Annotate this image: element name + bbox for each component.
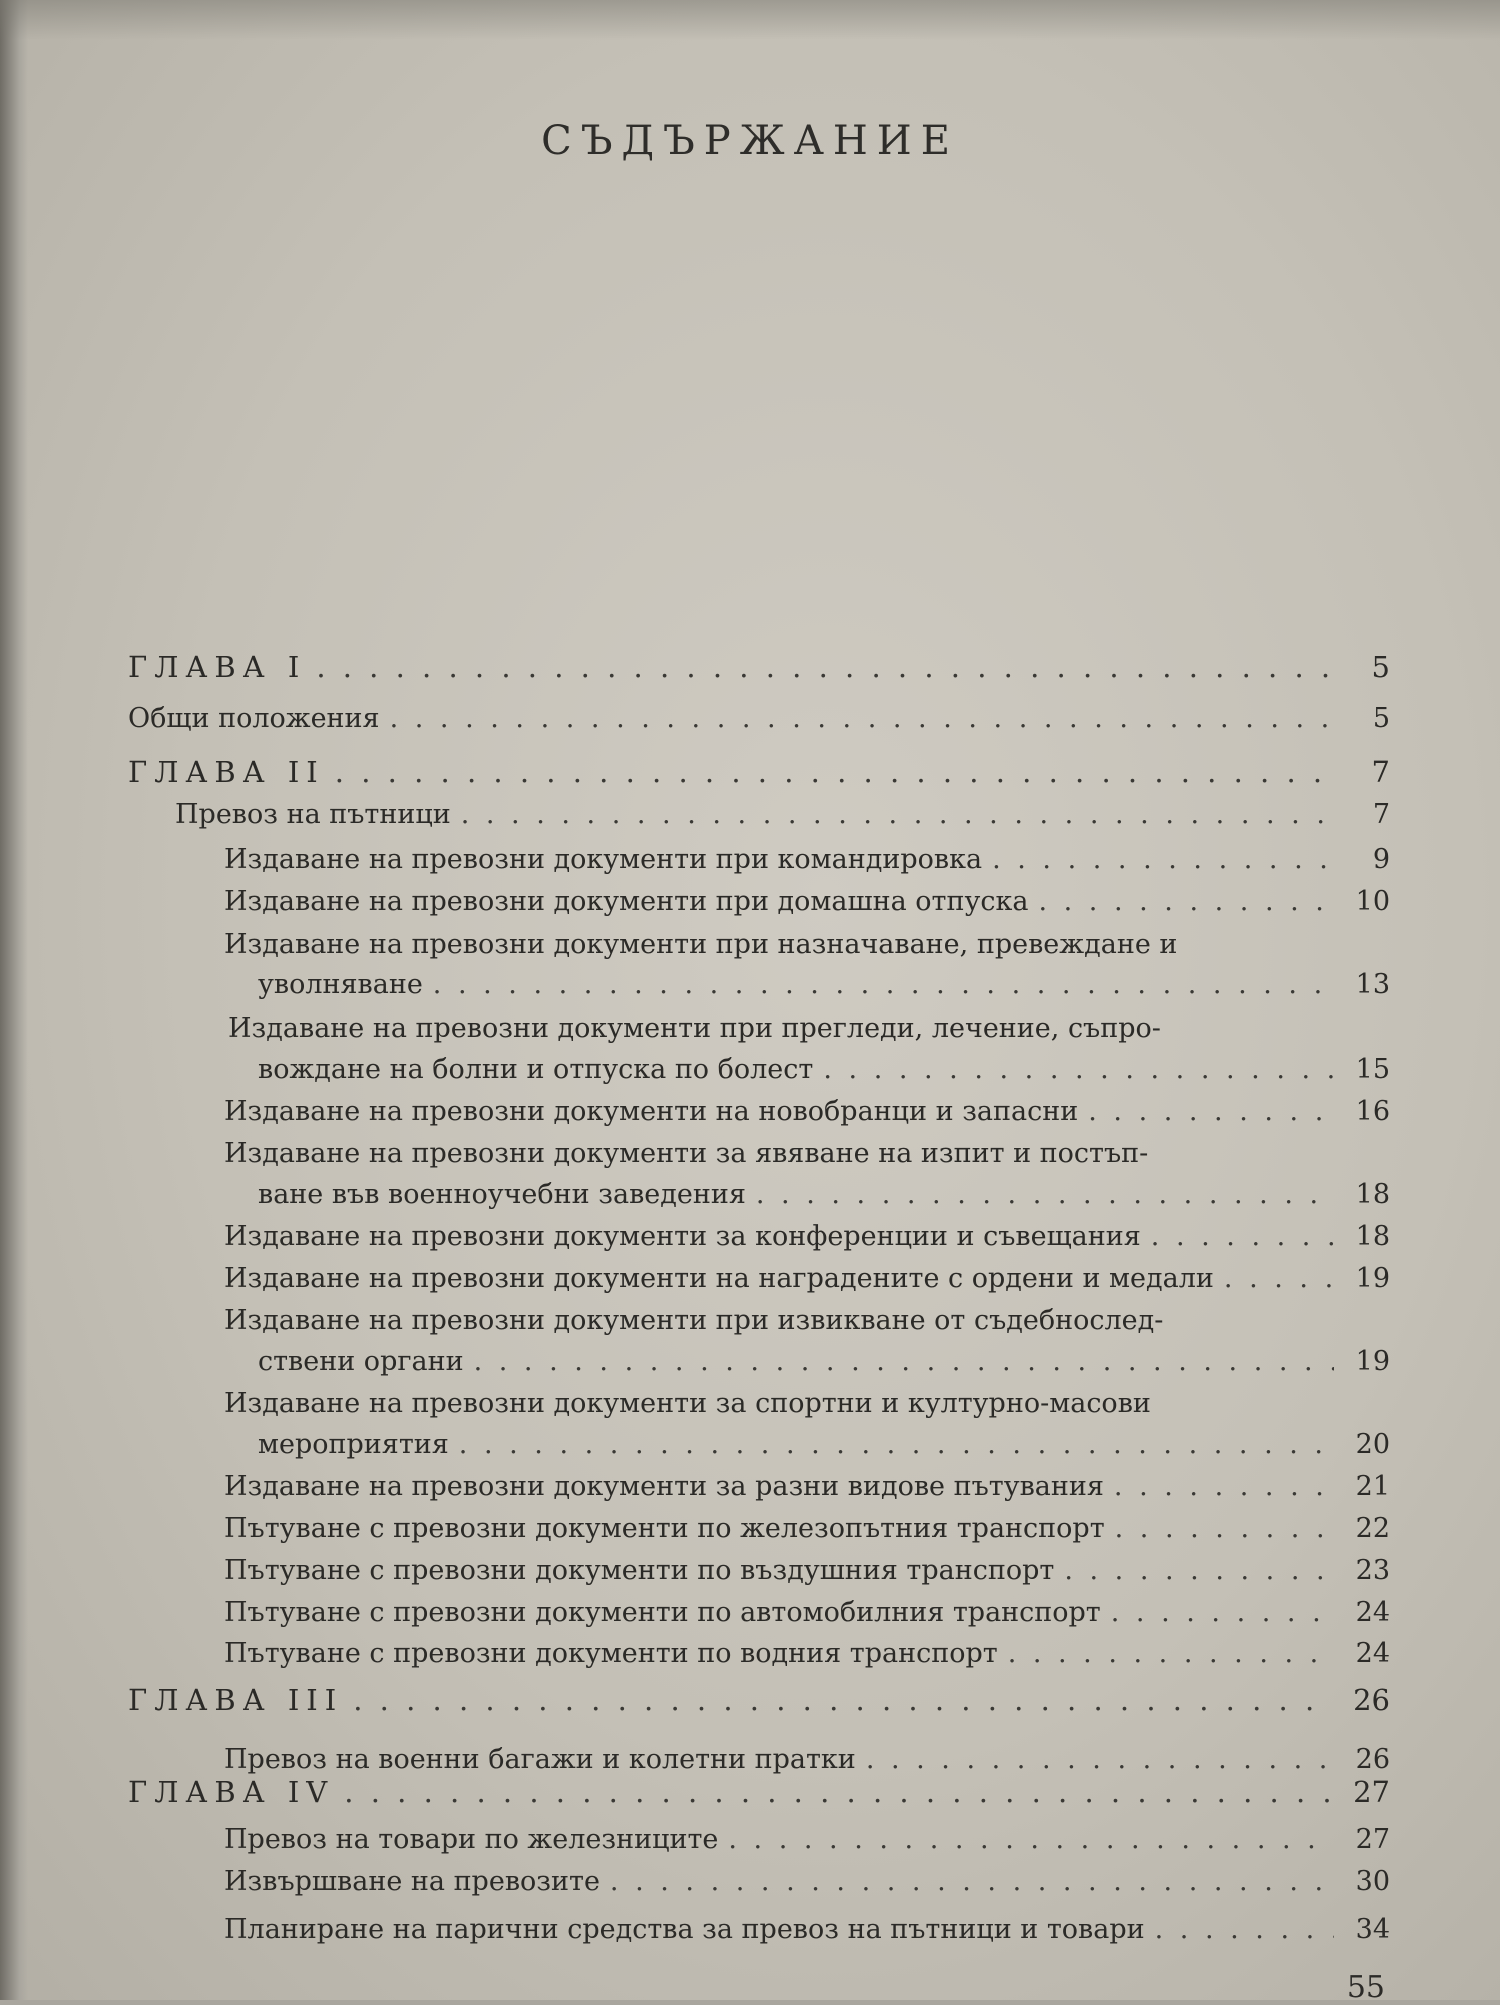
toc-page-number: 7 [1372,799,1390,830]
toc-entry-label: Превоз на пътници [175,799,451,830]
dot-leader [1114,1467,1334,1507]
toc-subsection [224,1634,1390,1674]
toc-subsection [224,882,1390,922]
toc-subsection-continuation [258,1050,1390,1090]
top-shadow [0,0,1500,40]
dot-leader [316,647,1334,687]
toc-subsection [224,1551,1390,1591]
toc-page-number: 18 [1355,1221,1390,1252]
toc-subsection [224,1509,1390,1549]
toc-entry-label: уволняване [258,969,423,1000]
toc-entry-label: ствени органи [258,1346,464,1377]
toc-entry-label: Превоз на военни багажи и колетни пратки [224,1744,856,1775]
dot-leader [1151,1217,1334,1257]
dot-leader [335,752,1334,792]
dot-leader [1115,1509,1334,1549]
toc-page-number: 10 [1355,886,1390,917]
dot-leader [461,795,1334,835]
toc-subsection-continuation [258,1175,1390,1215]
toc-entry-label: Общи положения [128,703,380,734]
spine-shadow [0,0,28,2000]
toc-subsection-first-line: Издаване на превозни документи при извикване от съдебнослед- [224,1305,1164,1336]
toc-subsection [224,1092,1390,1132]
toc-entry-label: ГЛАВА II [128,755,325,789]
toc-entry-label: Издаване на превозни документи на новобранци и запасни [224,1096,1079,1127]
toc-page-number: 26 [1355,1744,1390,1775]
toc-page-number: 21 [1355,1471,1390,1502]
toc-page-number: 19 [1355,1263,1390,1294]
dot-leader [823,1050,1334,1090]
toc-subsection-first-line: Издаване на превозни документи при прегледи, лечение, съпро- [228,1013,1161,1044]
toc-page-number: 5 [1372,703,1390,734]
toc-page-number: 22 [1355,1513,1390,1544]
toc-entry-label: Пътуване с превозни документи по железопътния транспорт [224,1513,1105,1544]
toc-entry-label: мероприятия [258,1429,449,1460]
dot-leader [1008,1634,1334,1674]
dot-leader [728,1820,1334,1860]
toc-page-number: 13 [1355,969,1390,1000]
dot-leader [390,699,1334,739]
toc-chapter-2 [128,752,1390,792]
toc-subsection [224,1259,1390,1299]
dot-leader [459,1425,1334,1465]
toc-subsection-first-line: Издаване на превозни документи за явяване на изпит и постъп- [224,1138,1149,1169]
page-number: 55 [1346,1970,1385,2005]
toc-entry-label: Издаване на превозни документи за конференции и съвещания [224,1221,1141,1252]
dot-leader [344,1772,1334,1812]
toc-entry-label: Пътуване с превозни документи по въздушния транспорт [224,1555,1055,1586]
toc-subsection-continuation [258,1342,1390,1382]
toc-page-number: 16 [1355,1096,1390,1127]
toc-page-number: 20 [1355,1429,1390,1460]
toc-page-number: 27 [1353,1775,1390,1809]
toc-subsection [224,1593,1390,1633]
dot-leader [992,840,1334,880]
toc-page-number: 18 [1355,1179,1390,1210]
toc-subsection-first-line: Издаване на превозни документи при назначаване, превеждане и [224,929,1178,960]
dot-leader [1111,1593,1334,1633]
toc-subsection [224,1820,1390,1860]
toc-page-number: 30 [1355,1866,1390,1897]
toc-page-number: 15 [1355,1054,1390,1085]
dot-leader [1064,1551,1334,1591]
dot-leader [1155,1910,1334,1950]
toc-page-number: 34 [1355,1914,1390,1945]
dot-leader [433,965,1334,1005]
toc-section [175,795,1390,835]
dot-leader [610,1862,1334,1902]
dot-leader [1224,1259,1334,1299]
toc-entry-label: ГЛАВА I [128,650,307,684]
toc-entry-label: Извършване на превозите [224,1866,600,1897]
toc-entry-label: Превоз на товари по железниците [224,1824,719,1855]
toc-chapter-3 [128,1680,1390,1720]
page-title: СЪДЪРЖАНИЕ [541,118,959,164]
dot-leader [1038,882,1334,922]
toc-subsection-continuation [258,965,1390,1005]
dot-leader [474,1342,1334,1382]
toc-subsection [224,1217,1390,1257]
toc-page-number: 7 [1371,755,1390,789]
toc-page-number: 9 [1372,844,1390,875]
toc-subsection [224,1467,1390,1507]
toc-entry [128,699,1390,739]
dot-leader [756,1175,1334,1215]
toc-entry-label: ГЛАВА IV [128,1775,335,1809]
toc-page-number: 5 [1371,650,1390,684]
toc-entry-label: Издаване на превозни документи при домашна отпуска [224,886,1029,917]
toc-subsection-first-line: Издаване на превозни документи за спортни и културно-масови [224,1388,1151,1419]
toc-page-number: 26 [1353,1683,1390,1717]
dot-leader [1088,1092,1334,1132]
toc-page-number: 24 [1355,1597,1390,1628]
toc-page-number: 19 [1355,1346,1390,1377]
toc-subsection-continuation [258,1425,1390,1465]
toc-subsection [224,1910,1390,1950]
toc-chapter-4 [128,1772,1390,1812]
toc-entry-label: Издаване на превозни документи за разни видове пътувания [224,1471,1104,1502]
toc-chapter-1 [128,647,1390,687]
toc-entry-label: Планиране на парични средства за превоз на пътници и товари [224,1914,1145,1945]
dot-leader [353,1680,1334,1720]
toc-entry-label: ГЛАВА III [128,1683,344,1717]
toc-entry-label: ване във военноучебни заведения [258,1179,746,1210]
toc-entry-label: Пътуване с превозни документи по водния транспорт [224,1638,998,1669]
toc-entry-label: Издаване на превозни документи на наградените с ордени и медали [224,1263,1214,1294]
toc-entry-label: Издаване на превозни документи при командировка [224,844,983,875]
toc-entry-label: Пътуване с превозни документи по автомобилния транспорт [224,1597,1101,1628]
toc-page-number: 27 [1355,1824,1390,1855]
toc-subsection [224,1862,1390,1902]
toc-entry-label: вождане на болни и отпуска по болест [258,1054,814,1085]
toc-page-number: 24 [1355,1638,1390,1669]
toc-page-number: 23 [1355,1555,1390,1586]
toc-subsection [224,840,1390,880]
